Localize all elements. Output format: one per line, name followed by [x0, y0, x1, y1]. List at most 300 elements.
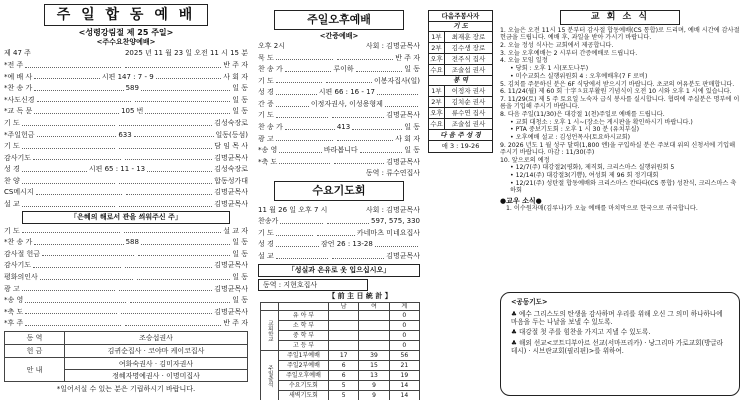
verse-text: 애 3 : 19-26 — [441, 142, 480, 150]
dotted-leader — [285, 125, 335, 130]
duty-person: 류수연 집사 — [451, 109, 486, 117]
service-row — [4, 237, 248, 249]
stats-cell-a: 17 — [329, 351, 359, 361]
dotted-leader — [119, 202, 212, 207]
dotted-leader — [385, 102, 418, 107]
duty-row — [429, 97, 492, 108]
service-leader: 김명균목사 — [214, 284, 248, 293]
service-row — [258, 216, 420, 228]
service-leader: 일 동 — [232, 84, 248, 93]
duty-row — [429, 108, 492, 119]
dotted-leader — [375, 242, 418, 247]
dotted-leader — [119, 286, 212, 291]
week-number: 제 47 주 — [4, 49, 31, 58]
news-item: 4. 오늘 모임 일정 — [500, 57, 548, 65]
service-leader: 이봉자집사(일) — [373, 76, 420, 85]
stats-cell-b: 9 — [359, 381, 389, 391]
dotted-leader — [25, 309, 116, 314]
stats-cell-c: 14 — [389, 381, 419, 391]
duty-row — [429, 65, 492, 76]
news-item: • 12/14(주) 대강절3(기쁨), 여성회 제 96 회 정기대회 — [510, 172, 659, 180]
week-date-row — [4, 48, 248, 60]
dotted-leader — [276, 136, 333, 141]
dotted-leader — [147, 167, 212, 172]
stats-row — [261, 331, 420, 341]
stats-head-male: 남 — [329, 303, 359, 311]
dotted-leader — [22, 121, 115, 126]
stats-cell-a: 5 — [329, 381, 359, 391]
service-detail: 105 번 — [121, 107, 144, 116]
dotted-leader — [25, 298, 126, 303]
prayer-item: ♣ 예수 그리스도의 탄생을 감사하며 우리를 위해 오신 그 의미 하나하나에 마음을 두는 나날을 보낼 수 있도록. — [511, 309, 723, 326]
dotted-leader — [285, 67, 332, 72]
service-row — [4, 71, 248, 83]
dotted-leader — [130, 298, 231, 303]
dotted-leader — [125, 263, 213, 268]
dotted-leader — [33, 155, 121, 160]
stats-cell-name: 소 학 부 — [279, 321, 329, 331]
wednesday-time: 11 월 26 일 오후 7 시 — [258, 205, 328, 214]
duty-person: 최재훈 장로 — [451, 33, 486, 41]
order-of-service-2 — [4, 225, 248, 329]
service-part: 감사기도 — [4, 153, 32, 162]
stats-cell-name: 주일1부예배 — [279, 351, 329, 361]
dotted-leader — [156, 74, 222, 79]
news-title: 교 회 소 식 — [560, 10, 680, 25]
service-leader: 일 동 — [404, 123, 420, 132]
service-leader: 반 주 자 — [223, 60, 248, 69]
dotted-leader — [317, 231, 355, 236]
dotted-leader — [119, 144, 212, 149]
dotted-leader — [276, 254, 328, 259]
stats-cell-c: 56 — [389, 351, 419, 361]
news-item: • PTA 중보기도회 : 오후 1 시 30 분 (유치부실) — [510, 126, 640, 134]
stats-head-total: 계 — [389, 303, 419, 311]
service-row — [258, 250, 420, 262]
dotted-leader — [276, 242, 319, 247]
service-part: 광 고 — [4, 284, 20, 293]
stats-cell-name: 새벽기도회 — [279, 391, 329, 400]
stats-head-name — [279, 303, 329, 311]
duty-section-head: 기 도 — [429, 22, 492, 32]
dotted-leader — [22, 286, 115, 291]
main-worship-column — [4, 4, 248, 396]
stats-cell-c: 14 — [389, 391, 419, 400]
duty-slot: 1부 — [429, 32, 445, 42]
stats-cell-c: 0 — [389, 341, 419, 351]
dotted-leader — [22, 167, 87, 172]
service-part: 찬송가 — [258, 217, 279, 226]
news-item: 8. 다음 주일(11/30)은 대강절 1(천)주일로 예배를 드립니다. — [500, 110, 665, 118]
service-detail: 589 — [125, 84, 139, 93]
service-row — [4, 129, 248, 141]
service-part: 감사절 헌금 — [4, 249, 41, 258]
service-row — [4, 140, 248, 152]
duty-role: 헌 금 — [5, 345, 65, 358]
service-part: 묵 도 — [258, 53, 274, 62]
dotted-leader — [145, 109, 230, 114]
duty-person: 이정자 권사 — [451, 87, 486, 95]
service-leader: 김명균목사 — [214, 188, 248, 197]
duty-row — [5, 332, 248, 345]
news-item: • 교회 대청소 : 오후 1 시~(장소는 게시판을 확인하시기 바랍니다.) — [510, 118, 693, 126]
standing-note: *일어서실 수 있는 분은 기립하시기 바랍니다. — [56, 385, 196, 394]
dotted-leader — [337, 55, 394, 60]
dotted-leader — [141, 240, 230, 245]
service-detail: 시편 147 : 7 - 9 — [101, 72, 154, 81]
service-row — [4, 164, 248, 176]
dotted-leader — [279, 148, 322, 153]
service-leader: 김명균목사 — [214, 261, 248, 270]
service-leader: 김명균목사 — [214, 200, 248, 209]
service-detail: 633 — [118, 130, 132, 139]
service-part: CS메시지 — [4, 188, 34, 197]
travel-title: ●교우 소식● — [500, 196, 542, 205]
service-detail: 588 — [125, 238, 139, 247]
dotted-leader — [125, 321, 221, 326]
stats-cell-c: 0 — [389, 331, 419, 341]
service-row — [4, 175, 248, 187]
duty-row — [429, 32, 492, 43]
afternoon-time: 오후 2시 — [258, 41, 285, 50]
duty-person: 김치순 권사 — [451, 98, 486, 106]
service-row — [4, 306, 248, 318]
service-part: 기 도 — [258, 111, 274, 120]
service-detail: 바라봅니다 — [323, 146, 358, 155]
wednesday-leader: 사회 : 김명균목사 — [365, 205, 420, 214]
service-leader: 김성숙장로 — [214, 118, 248, 127]
dotted-leader — [126, 190, 212, 195]
dotted-leader — [42, 251, 134, 256]
news-item: 9. 2026 년도 1 월 성구 달력(1,800 엔)을 구입하실 분은 주보대 위의 신청서에 기입해 주시기 바랍니다. 마감 : 11/30(주) — [500, 141, 736, 157]
service-leader: 반 주 자 — [223, 319, 248, 328]
service-row — [258, 239, 420, 251]
dotted-leader — [25, 63, 121, 68]
dotted-leader — [37, 97, 132, 102]
dotted-leader — [125, 63, 221, 68]
duty-role: 동 역 — [5, 332, 65, 345]
service-part: *예 배 사 — [4, 72, 33, 81]
news-item: • 12/21(주) 성탄절 합동예배와 크리스마스 칸타타(CS 통합) 성찬식, 크리스마스 축하회 — [510, 179, 737, 195]
prayer-box — [500, 292, 740, 396]
service-row — [258, 110, 420, 122]
dotted-leader — [119, 179, 212, 184]
afternoon-leader: 사회 : 김명균목사 — [365, 41, 420, 50]
service-detail: 이정자권사, 이성용형제 — [310, 99, 383, 108]
service-leader: 사 회 자 — [395, 134, 420, 143]
service-leader: 담 임 목 사 — [214, 142, 248, 151]
stats-cell-name: 주일오후예배 — [279, 371, 329, 381]
duty-sections — [429, 22, 492, 130]
afternoon-subtitle: <간증예배> — [319, 32, 359, 40]
travel-item: 1. 이수원자매(김루나)가 오늘 예배를 마치막으로 한국으로 귀국합니다. — [506, 204, 698, 212]
sermon-title: 「은혜의 해로서 관을 씌워주신 주」 — [22, 211, 230, 224]
service-part: 광 고 — [258, 134, 274, 143]
dotted-leader — [276, 113, 328, 118]
service-part: 성 경 — [258, 240, 274, 249]
dotted-leader — [33, 263, 121, 268]
service-part: 성 경 — [4, 165, 20, 174]
stats-row — [261, 391, 420, 400]
service-detail: 413 — [336, 123, 351, 132]
stats-group: 주일출석 — [261, 351, 279, 400]
service-leader: 일 동 — [232, 296, 248, 305]
duty-slot: 2부 — [429, 43, 445, 53]
stats-head-blank — [261, 303, 279, 311]
service-part: 찬 양 — [4, 176, 20, 185]
news-item: 6. 11/24(월) 제 60 회 十字ㅊ묘부활원 기념식이 오전 10 시와 오후 1 시에 있습니다. — [500, 88, 732, 96]
service-row — [4, 260, 248, 272]
service-leader: 합동성가대 — [214, 176, 248, 185]
service-row — [4, 271, 248, 283]
news-item: • 오후예배 설교 : 김성언목사(토요하시교회) — [510, 134, 631, 142]
service-part: *축 도 — [258, 157, 278, 166]
dotted-leader — [34, 109, 119, 114]
dotted-leader — [125, 155, 213, 160]
duty-slot: 2부 — [429, 97, 445, 107]
main-worship-note: <주수요찬양예배> — [96, 38, 156, 47]
stats-cell-b: 15 — [359, 361, 389, 371]
dotted-leader — [22, 202, 115, 207]
service-leader: 김명균목사 — [386, 111, 420, 120]
service-leader: 반 주 자 — [395, 53, 420, 62]
duty-row — [429, 43, 492, 54]
service-part: *전 주 — [4, 60, 24, 69]
service-part: *주일헌금 — [4, 130, 35, 139]
dotted-leader — [332, 113, 384, 118]
service-leader: 김명균목사 — [386, 252, 420, 261]
service-row — [258, 121, 420, 133]
stats-row — [261, 371, 420, 381]
dotted-leader — [276, 55, 333, 60]
worship-date: 2025 년 11 월 23 일 오전 11 시 15 분 — [124, 49, 248, 58]
service-row — [258, 63, 420, 75]
main-worship-subtitle: <성령강림절 제 25 주일> — [78, 28, 174, 37]
service-leader: 일 동 — [232, 249, 248, 258]
service-leader: 일 동 — [232, 273, 248, 282]
service-leader: 일 동 — [404, 146, 420, 155]
dotted-leader — [34, 240, 123, 245]
stats-table — [260, 302, 420, 400]
wednesday-sermon: 「성실과 온유로 옷 입으십시오」 — [258, 264, 420, 277]
news-item: 5. 김치를 주문하신 분은 6F 식당에서 받으시기 바랍니다. 초코의 여유분도 판매합니다. — [500, 80, 735, 88]
service-row — [258, 87, 420, 99]
duty-person: 전주식 집사 — [451, 55, 486, 63]
service-leader: 설 교 자 — [223, 226, 248, 235]
duty-person: 조술섭 권사 — [451, 66, 486, 74]
wednesday-title: 수요기도회 — [274, 181, 404, 201]
news-column — [500, 10, 740, 212]
dotted-leader — [141, 86, 230, 91]
service-leader: 사 회 자 — [223, 72, 248, 81]
stats-row — [261, 361, 420, 371]
duty-row — [5, 345, 248, 358]
stats-group: 교회학교 — [261, 311, 279, 351]
stats-cell-a — [329, 341, 359, 351]
stats-cell-b — [359, 331, 389, 341]
service-leader: 일 동 — [404, 65, 420, 74]
duty-title: 다음주봉사자 — [429, 11, 492, 22]
service-leader: 597, 575, 330 — [371, 217, 420, 226]
service-row — [258, 145, 420, 157]
verse-head: 다 음 주 성 경 — [429, 130, 492, 141]
service-leader: 카네마츠 미네요집사 — [356, 228, 420, 237]
service-part: 기 도 — [4, 118, 20, 127]
duty-names: 여화숙권사 · 김미자권사 — [65, 358, 248, 370]
news-item: 10. 앞으로의 예정 — [500, 156, 550, 164]
service-row — [4, 295, 248, 307]
dotted-leader — [119, 121, 212, 126]
stats-title: 【 前 主 日 統 計 】 — [328, 292, 392, 300]
news-item: • 12/7(주) 대강절2(평화), 제직회, 크리스마스 실행위원회 5 — [510, 164, 675, 172]
duty-row — [429, 86, 492, 97]
dotted-leader — [124, 228, 222, 233]
service-detail: 시편 65 : 11 - 13 — [88, 165, 146, 174]
dotted-leader — [276, 231, 314, 236]
stats-cell-c: 0 — [389, 311, 419, 321]
service-part: *후 주 — [4, 319, 24, 328]
stats-cell-name: 주일2부예배 — [279, 361, 329, 371]
service-row — [4, 248, 248, 260]
stats-header — [261, 303, 420, 311]
stats-cell-a: 6 — [329, 361, 359, 371]
dotted-leader — [337, 136, 394, 141]
service-leader: 김명균목사 — [214, 307, 248, 316]
dotted-leader — [40, 275, 133, 280]
dotted-leader — [121, 309, 212, 314]
duty-slot: 1부 — [429, 86, 445, 96]
duty-row — [429, 119, 492, 130]
dotted-leader — [134, 132, 214, 137]
afternoon-duty: 동역 : 류수연집사 — [365, 168, 420, 177]
service-row — [4, 187, 248, 199]
duty-table — [4, 331, 248, 382]
dotted-leader — [377, 90, 418, 95]
afternoon-title: 주일오후예배 — [274, 10, 404, 30]
dotted-leader — [332, 254, 384, 259]
service-part: 성 경 — [258, 88, 274, 97]
service-part: 기 도 — [258, 76, 274, 85]
dotted-leader — [22, 228, 120, 233]
service-row — [4, 59, 248, 71]
stats-cell-name: 유 아 부 — [279, 311, 329, 321]
service-row — [4, 117, 248, 129]
stats-cell-a: 6 — [329, 371, 359, 381]
dotted-leader — [279, 159, 329, 164]
dotted-leader — [326, 78, 372, 83]
wednesday-time-row — [258, 204, 420, 216]
service-part: *송 영 — [258, 146, 278, 155]
news-item: 1. 오늘은 오전 11시 15 분부터 감사절 합동예배(CS 통합)로 드리며, 예배 시간에 감사절 헌금을 드립니다. 예배 후, 과일을 받아 가시기 바랍니다. — [500, 27, 740, 42]
service-row — [4, 283, 248, 295]
stats-cell-b: 9 — [359, 391, 389, 400]
service-part: *찬 송 가 — [4, 84, 33, 93]
dotted-leader — [276, 78, 322, 83]
dotted-leader — [36, 190, 122, 195]
stats-cell-name: 중 학 부 — [279, 331, 329, 341]
wednesday-duty: 동역 : 지현호집사 — [258, 279, 368, 291]
service-part: 설 교 — [4, 200, 20, 209]
duty-slot: 오후 — [429, 54, 445, 64]
stats-cell-name: 고 등 부 — [279, 341, 329, 351]
service-part: *축 도 — [4, 307, 24, 316]
stats-cell-b — [359, 311, 389, 321]
stats-cell-c: 19 — [389, 371, 419, 381]
duty-person: 김수생 장로 — [451, 44, 486, 52]
service-leader: 일 동 — [232, 107, 248, 116]
dotted-leader — [327, 219, 369, 224]
dotted-leader — [356, 67, 403, 72]
service-part: 간 증 — [258, 99, 274, 108]
dotted-leader — [37, 132, 117, 137]
service-row — [258, 156, 420, 168]
dotted-leader — [135, 97, 230, 102]
dotted-leader — [137, 275, 230, 280]
stats-cell-c: 21 — [389, 361, 419, 371]
stats-cell-b — [359, 321, 389, 331]
afternoon-order — [258, 52, 420, 168]
service-row — [258, 52, 420, 64]
stats-cell-name: 수요기도회 — [279, 381, 329, 391]
stats-row — [261, 381, 420, 391]
service-detail: 잠언 26 : 13-28 — [320, 240, 373, 249]
dotted-leader — [352, 125, 402, 130]
dotted-leader — [280, 219, 322, 224]
prayer-title: <공동기도> — [511, 298, 548, 306]
stats-row — [261, 311, 420, 321]
service-leader: 일 동 — [232, 238, 248, 247]
service-part: 설 교 — [258, 252, 274, 261]
duty-slot: 오후 — [429, 108, 445, 118]
stats-cell-a: 5 — [329, 391, 359, 400]
stats-row — [261, 351, 420, 361]
service-part: *송 영 — [4, 296, 24, 305]
service-leader: 김명균목사 — [214, 153, 248, 162]
prayer-item: ♣ 대강절 첫 주를 힘찬을 가지고 지낼 수 있도록. — [511, 328, 651, 337]
service-part: *사도신경 — [4, 95, 35, 104]
stats-head-female: 여 — [359, 303, 389, 311]
prayer-item: ♣ 해외 선교<코트디부아르 선교(서마프리카) · 낭그리마 가로교회(방글라데시) · 시브란교회(필리핀)>를 위하여. — [511, 339, 724, 355]
duty-names: 정혜자명예권사 · 이명미집사 — [65, 370, 248, 382]
service-row — [258, 227, 420, 239]
dotted-leader — [25, 321, 121, 326]
dotted-leader — [334, 159, 384, 164]
duty-section-head: 봉 역 — [429, 76, 492, 86]
stats-cell-b — [359, 341, 389, 351]
service-row — [4, 94, 248, 106]
afternoon-time-row — [258, 40, 420, 52]
service-part: 찬 송 가 — [258, 65, 283, 74]
service-detail: 루이하 — [333, 65, 354, 74]
stats-row — [261, 321, 420, 331]
news-item: • 미수교회스 실행위원회 4 : 오후예배후(7 F 로비) — [510, 72, 648, 80]
service-row — [258, 75, 420, 87]
dotted-leader — [34, 74, 100, 79]
stats-cell-b: 39 — [359, 351, 389, 361]
news-list — [500, 27, 740, 195]
service-row — [4, 225, 248, 237]
service-part: *찬 송 가 — [4, 238, 33, 247]
news-item: • 당회 : 오후 1 시(포도나무) — [510, 65, 589, 73]
stats-row — [261, 341, 420, 351]
stats-cell-b: 13 — [359, 371, 389, 381]
news-item: 7. 11/29(토) 제 5 주 토요일 노숙자 급식 봉사를 실시합니다. 협력에 주실분은 명부에 이름을 기입해 주시기 바랍니다. — [500, 95, 740, 111]
duty-names: 김귀순집사 · 코야마 케이코집사 — [65, 345, 248, 358]
service-part: *교 독 문 — [4, 107, 33, 116]
news-item: 3. 오늘 오후예배는 2 시부터 간증예배로 드립니다. — [500, 49, 638, 57]
duty-names: 조승섭권사 — [65, 332, 248, 345]
service-part: 찬 송 가 — [258, 123, 283, 132]
